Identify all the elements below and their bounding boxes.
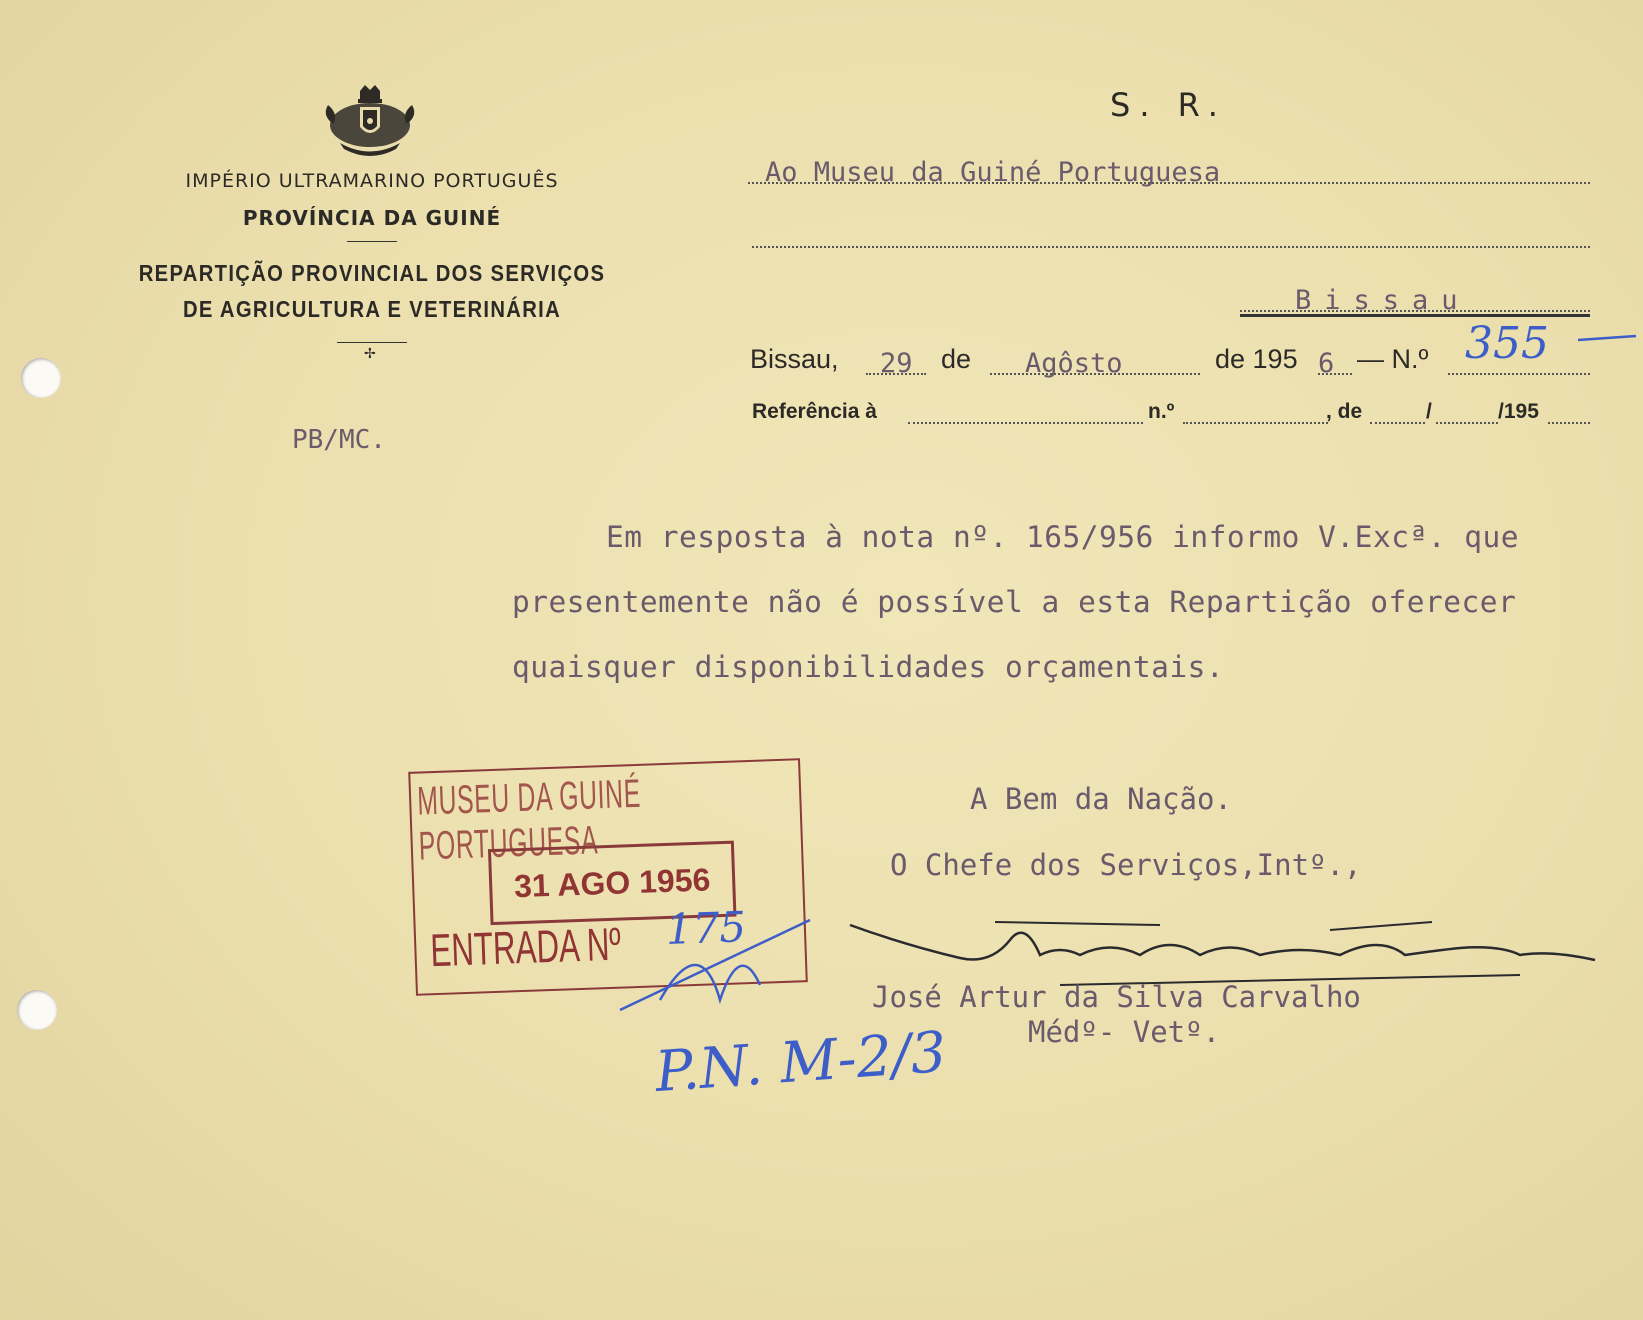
- recipient-city: Bissau: [1295, 285, 1471, 316]
- signatory-name: José Artur da Silva Carvalho: [872, 980, 1361, 1014]
- recipient-line: Ao Museu da Guiné Portuguesa: [765, 157, 1221, 188]
- reference-label: Referência à: [752, 400, 877, 423]
- date-day: 29: [880, 348, 913, 379]
- handwritten-file-note: P.N. M-2/3: [653, 1019, 949, 1106]
- body-line-3: quaisquer disponibilidades orçamentais.: [512, 650, 1225, 684]
- date-year-label: de 195: [1215, 344, 1298, 374]
- letter-number: 355: [1465, 318, 1549, 369]
- body-line-1: Em resposta à nota nº. 165/956 informo V.Excª. que: [606, 520, 1520, 554]
- number-label: — N.º: [1357, 344, 1429, 374]
- reference-no-label: n.º: [1148, 400, 1175, 423]
- reference-slash: /: [1426, 400, 1432, 423]
- reference-year-prefix: /195: [1498, 400, 1539, 423]
- reference-initials: PB/MC.: [292, 425, 386, 455]
- stamp-museum-name: MUSEU DA GUINÉ PORTUGUESA: [416, 771, 642, 869]
- date-city-label: Bissau,: [750, 344, 839, 374]
- stamp-entry-number: 175: [665, 902, 747, 954]
- letterhead-province: PROVÍNCIA DA GUINÉ: [242, 206, 502, 230]
- signatory-title: O Chefe dos Serviços,Intº.,: [890, 848, 1362, 882]
- reference-de-label: , de: [1326, 400, 1363, 423]
- letterhead-empire: IMPÉRIO ULTRAMARINO PORTUGUÊS: [185, 170, 559, 192]
- closing-salutation: A Bem da Nação.: [970, 782, 1232, 816]
- body-line-2: presentemente não é possível a esta Repartição oferecer: [512, 585, 1517, 619]
- signatory-role: Médº- Vetº.: [1028, 1015, 1221, 1049]
- letterhead-department-2: DE AGRICULTURA E VETERINÁRIA: [182, 296, 562, 322]
- date-de-label: de: [941, 344, 972, 374]
- stamp-entry-label: ENTRADA Nº: [429, 917, 622, 977]
- date-year-digit: 6: [1318, 348, 1335, 379]
- classification-mark: S. R.: [1110, 86, 1227, 124]
- stamp-date: 31 AGO 1956: [488, 841, 737, 926]
- ornament-icon: ✢: [364, 346, 376, 362]
- date-month: Agôsto: [1025, 348, 1123, 379]
- letterhead-department-1: REPARTIÇÃO PROVINCIAL DOS SERVIÇOS: [138, 260, 606, 286]
